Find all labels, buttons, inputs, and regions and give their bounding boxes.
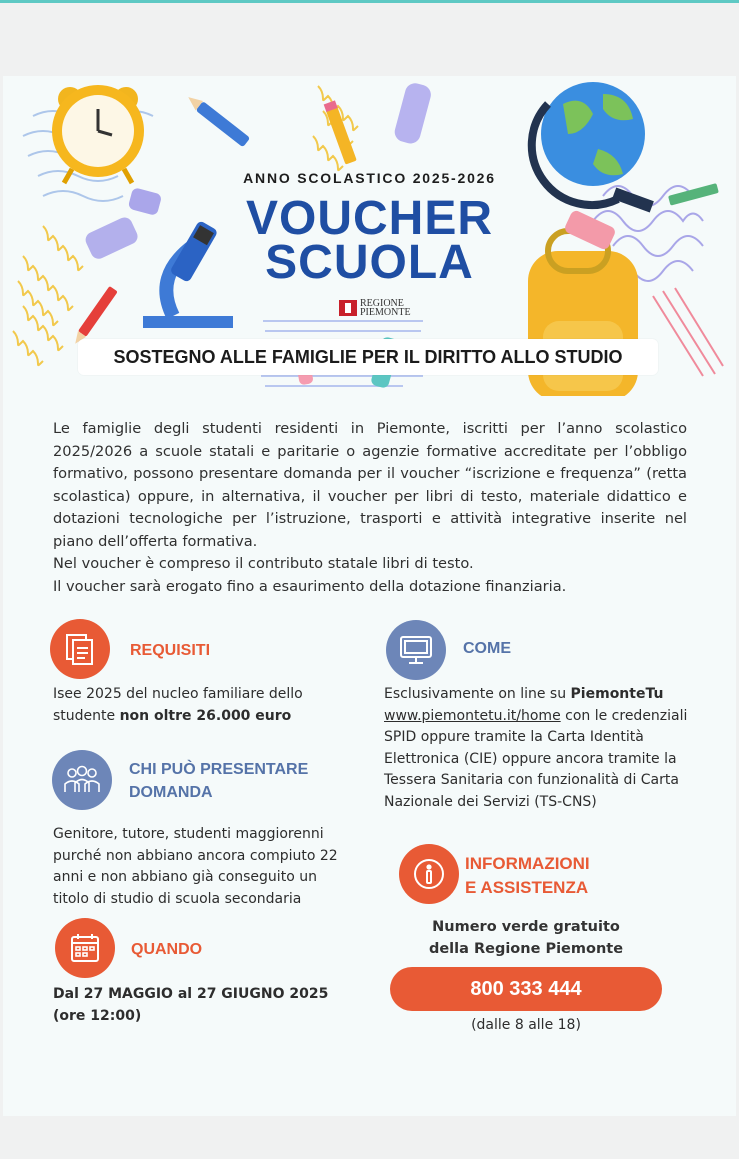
red-pencil	[71, 286, 118, 347]
people-icon	[52, 750, 112, 810]
quando-line1: Dal 27 MAGGIO al 27 GIUGNO 2025	[53, 986, 329, 1002]
come-text-post: con le credenziali SPID oppure tramite la Carta Identità Elettronica (CIE) oppure ancora tramite la Tessera Sanitaria con funzionalità di Carta Nazionale dei Servizi (TS-CNS)	[384, 707, 688, 810]
requisiti-text-plain: Isee 2025 del nucleo familiare dello studente	[53, 686, 303, 724]
title-scuola: SCUOLA	[265, 236, 474, 289]
requisiti-text	[53, 684, 323, 727]
requisiti-text-bold: non oltre 26.000 euro	[119, 707, 292, 724]
logo-line1: REGIONE	[360, 298, 404, 309]
title-voucher: VOUCHER	[245, 192, 494, 245]
intro-line-contributo: Nel voucher è compreso il contributo statale libri di testo.	[53, 555, 474, 572]
phone-hours: (dalle 8 alle 18)	[471, 1017, 581, 1033]
intro-paragraph: Le famiglie degli studenti residenti in Piemonte, iscritti per l’anno scolastico 2025/2026 a scuole statali e paritarie o agenzie formative accreditate per l’obbligo formativo, possono presentare domanda per il voucher “iscrizione e frequenza” (retta scolastica) oppure, in alternativa, il voucher per libri di testo, materiale didattico e dotazioni tecnologiche per l’istruzione, trasporti e attività integrative inserite nel piano dell’offerta formativa.	[53, 420, 687, 550]
chi-title-line1: CHI PUÒ PRESENTARE	[129, 761, 309, 778]
chi-title-line2: DOMANDA	[129, 784, 213, 801]
come-title: COME	[463, 640, 511, 657]
requisiti-title: REQUISITI	[130, 642, 211, 659]
blue-pencil	[185, 92, 251, 147]
phone-number-button[interactable]: 800 333 444	[390, 967, 662, 1011]
info-title-line2: E ASSISTENZA	[465, 878, 589, 897]
pink-lines-decoration	[653, 288, 723, 376]
quando-title: QUANDO	[131, 941, 203, 958]
alarm-clock	[52, 85, 144, 183]
quando-dates	[53, 984, 353, 1027]
quando-line2: (ore 12:00)	[53, 1007, 142, 1024]
piemontetu-link[interactable]: www.piemontetu.it/home	[384, 707, 561, 724]
verde-line2: della Regione Piemonte	[428, 940, 624, 957]
subtitle-banner: SOSTEGNO ALLE FAMIGLIE PER IL DIRITTO ALLO STUDIO	[78, 339, 658, 375]
regione-logo-text	[360, 299, 411, 317]
info-title	[465, 852, 590, 900]
piemontetu-name: PiemonteTu	[570, 686, 664, 702]
intro-text	[53, 418, 687, 598]
globe	[532, 82, 654, 212]
school-year-label: ANNO SCOLASTICO 2025-2026	[243, 170, 496, 186]
verde-line1: Numero verde gratuito	[432, 919, 620, 935]
info-icon	[399, 844, 459, 904]
come-text	[384, 684, 704, 813]
calendar-icon	[55, 918, 115, 978]
regione-crest-icon	[339, 300, 357, 316]
come-text-pre: Esclusivamente on line su	[384, 686, 571, 702]
lavender-marker	[392, 81, 433, 146]
chi-title	[129, 758, 308, 804]
flyer	[3, 76, 736, 1116]
numero-verde-label	[390, 917, 662, 960]
top-accent-line	[0, 0, 739, 3]
regione-piemonte-logo	[339, 299, 411, 317]
intro-line-erogazione: Il voucher sarà erogato fino a esaurimento della dotazione finanziaria.	[53, 577, 567, 595]
logo-line2: PIEMONTE	[360, 307, 411, 318]
chi-text: Genitore, tutore, studenti maggiorenni purché non abbiano ancora compiuto 22 anni e non abbiano già conseguito un titolo di studio di scuola secondaria	[53, 826, 338, 907]
info-title-line1: INFORMAZIONI	[465, 854, 590, 873]
monitor-icon	[386, 620, 446, 680]
document-icon	[50, 619, 110, 679]
